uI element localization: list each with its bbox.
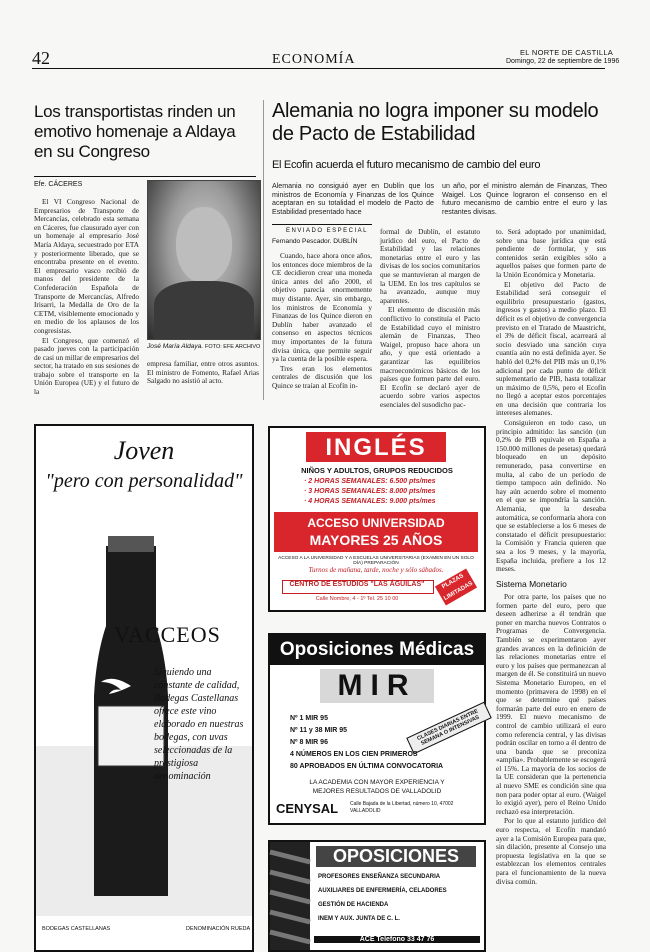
mir-item: 4 NÚMEROS EN LOS CIEN PRIMEROS <box>290 751 418 758</box>
mir-ad <box>268 633 486 825</box>
main-col1-paragraph: Cuando, hace ahora once años, los entonces doce miembros de la CE decidieron crear una moneda única antes del año 2000, el objetivo parecía enormemente muy distante. Ayer, sin embargo, los ministros de Economía y Finanzas de los Quince dieron en Dublín haber avanzado el consenso en aspectos técnicos muy importantes de la futura divisa única, que permite seguir ya la cuenta de la posible espera. <box>272 251 372 364</box>
photo-face <box>176 207 232 283</box>
main-col-1 <box>272 252 372 398</box>
aldaya-photo <box>147 180 261 340</box>
mir-item: Nº 8 MIR 96 <box>290 739 328 746</box>
mir-address: Calle Bajada de la Libertad, número 10, 47002 VALLADOLID <box>350 801 454 814</box>
correspondent-label: ENVIADO ESPECIAL <box>286 228 369 234</box>
main-headline: Alemania no logra imponer su modelo de Pacto de Estabilidad <box>272 100 599 145</box>
main-col1-paragraph: Tres eran los elementos centrales de discusión que los Quince se traían al Ecofín in- <box>272 363 372 390</box>
ingles-banner-line1: ACCESO UNIVERSIDAD <box>307 516 445 530</box>
mir-item: Nº 1 MIR 95 <box>290 715 328 722</box>
wine-footer-left: BODEGAS CASTELLANAS <box>42 926 111 932</box>
photo-shoulders <box>154 281 254 339</box>
bottle-cap <box>108 536 154 552</box>
main-col-3b <box>496 593 606 945</box>
ingles-small-1: ACCESO A LA UNIVERSIDAD Y A ESCUELAS UNIVERSITARIAS (EXAMEN EN UN SOLO DÍA) PREPARACIÓN <box>278 556 474 566</box>
left-body-cont <box>147 360 259 396</box>
photo-caption-text: José María Aldaya. <box>147 343 204 350</box>
ingles-address: Calle Nombre, 4 - 1º Tel. 25 10 00 <box>315 596 399 602</box>
ingles-ad <box>268 426 486 612</box>
ingles-line: · 3 HORAS SEMANALES: 8.000 pts/mes <box>304 488 436 495</box>
left-byline: Efe. CÁCERES <box>34 181 83 188</box>
left-headline: Los transportistas rinden un emotivo homenaje a Aldaya en su Congreso <box>34 102 236 161</box>
lead-part-1: Alemania no consiguió ayer en Dublín que los ministros de Economía y Finanzas de los Quince aceptaran en su totalidad el modelo de Pacto de Estabilidad presentado hace <box>272 182 434 216</box>
newspaper-name: EL NORTE DE CASTILLA <box>520 48 614 57</box>
oposiciones-title: OPOSICIONES <box>316 846 476 867</box>
section-title: ECONOMÍA <box>272 52 356 67</box>
main-lead <box>272 182 607 222</box>
left-paragraph: El VI Congreso Nacional de Empresarios de Transporte de Mercancías, celebrado esta semana en Cáceres, fue clausurado ayer con un homenaje al empresario José María Aldaya, secuestrado por ETA y posteriormente liberado, que se encontraba presente en el evento. El empresario vasco recibió de manos del presidente de la Confederación Española de Transporte de Mercancías, Alfredo Irisarri, la Medalla de Oro de la CETM, visiblemente emocionado y en medio de los aplausos de los congresistas. <box>34 197 139 335</box>
correspondent: Fernando Pescador. DUBLÍN <box>272 238 358 245</box>
photo-credit: FOTO: EFE ARCHIVO <box>205 344 261 350</box>
main-col2-paragraph: formal de Dublín, el estatuto jurídico del euro, el Pacto de Estabilidad y las relaciones monetarias entre el euro y las divisas de los socios comunitarios que se mantuvieran al margen de la UEM. En los tres capítulos se ha avanzado, aunque muy aparentes. <box>380 227 480 305</box>
ingles-footer: CENTRO DE ESTUDIOS "LAS ÁGUILAS" <box>289 581 425 588</box>
mir-tagline-2: MEJORES RESULTADOS DE VALLADOLID <box>312 788 442 795</box>
left-paragraph: El Congreso, que comenzó el pasado jueves con la participación de casi un millar de empresarios del sector, ha tratado en sus sesiones de trabajo sobre el transporte en la Unión Europea (UE) y el futuro de la <box>34 335 139 397</box>
oposiciones-item: AUXILIARES DE ENFERMERÍA, CELADORES <box>318 888 447 894</box>
column-divider <box>263 100 264 400</box>
wine-ad-title-2: "pero con personalidad" <box>45 470 243 492</box>
oposiciones-item: GESTIÓN DE HACIENDA <box>318 902 389 908</box>
left-byline-rule <box>34 176 256 177</box>
main-col-3 <box>496 228 606 573</box>
ingles-title: INGLÉS <box>325 434 427 461</box>
ingles-banner-line2: MAYORES 25 AÑOS <box>309 532 443 548</box>
left-paragraph-cont: empresa familiar, entre otros asuntos. El ministro de Fomento, Rafael Arias Salgado no asistió al acto. <box>147 359 259 386</box>
lead-part-2: un año, por el ministro alemán de Finanzas, Theo Waigel. Los Quince lograron el consenso en el futuro mecanismo de cambio entre el euro y las restantes divisas. <box>442 182 607 216</box>
mir-item: 80 APROBADOS EN ÚLTIMA CONVOCATORIA <box>290 763 444 770</box>
mir-stamp: CLASES DIARIAS ENTRE SEMANA O INTENSIVAS <box>406 702 492 755</box>
header-rule <box>32 68 605 69</box>
oposiciones-item: PROFESORES ENSEÑANZA SECUNDARIA <box>318 874 441 880</box>
mir-big: MIR <box>320 669 434 703</box>
main-col2-paragraph: El elemento de discusión más conflictivo lo constituía el Pacto de Estabilidad cuyo el ministro alemán de Finanzas, Theo Waigel, propuso hace ahora un año, y que está orientado a garantizar las equilibrios macroeconómicos básicos de los países que formen parte del euro. El Ecofín se declaró ayer de acuerdo sobre varios aspectos esenciales del susodicho pac- <box>380 305 480 409</box>
main-col3b-paragraph: Por otra parte, los países que no formen parte del euro, pero que deseen adherirse a él tendrán que poner en marcha nuevos Contratos o Programas de Convergencia. También se experimentaron ayer grandes avances en la definición de las relaciones monetarias entre el euro y los países que permanezcan al margen de él. Se constituirá un nuevo Sistema Monetario Europeo, en el momento (primavera de 1998) en el que se determine qué países formarán parte del euro en enero de 1999. El nuevo mecanismo de control de cambio utilizará el euro como referencia central, y las divisas podrán oscilar en torno a él dentro de una banda que se preconiza «amplia». Probablemente se escogerá el 15%. La mayoría de los socios de la UE consideran que la pertenencia al nuevo SME es condición sine qua non para poder optar al euro. (Waigel lo exigió ayer), pero el Reino Unido rechazó esa interpretación. <box>496 592 606 816</box>
wine-ad-title-1: Joven <box>113 436 175 465</box>
correspondent-rule <box>272 224 372 225</box>
ingles-small-2: Turnos de mañana, tarde, noche y sólo sábados. <box>308 566 444 574</box>
wine-ad <box>34 424 254 952</box>
ingles-stamp: PLAZAS LIMITADAS <box>435 568 477 605</box>
subhead-sistema-monetario: Sistema Monetario <box>496 579 567 589</box>
wine-brand: VACCEOS <box>114 622 221 647</box>
mir-title: Oposiciones Médicas <box>279 639 475 660</box>
left-body <box>34 197 139 397</box>
ingles-line: · 2 HORAS SEMANALES: 6.500 pts/mes <box>304 478 436 485</box>
main-col3b-paragraph: Por lo que al estatuto jurídico del euro respecta, el Ecofín mandató ayer a la Comisión Europea para que, sin dilación, presente al Consejo una propuesta legislativa en la que se establezcan los elementos centrales para el funcionamiento de la nueva divisa común. <box>496 816 606 886</box>
main-col3-paragraph: Consiguieron en todo caso, un principio admitido: las sanción (un 0,2% de PIB equivale en España a 150.000 millones de pesetas) quedará bloqueado en un depósito remunerado, pasa convertirse en multa, al cabo de un período de tiempo tampoco aún definido. No hay aún acuerdo sobre el momento en el que se impondría la sanción. Alemania, que la deseaba automática, se conformaría ahora con que se establecierse a los 6 meses de constatado el déficit presupuestario: la Comisión y Francia quieren que sea a los 9 meses, y la mayoría, España incluida, prefiere a los 12 meses. <box>496 418 606 574</box>
photo-caption <box>147 343 260 350</box>
wine-footer-right: DENOMINACIÓN RUEDA <box>186 926 251 932</box>
mir-tagline-1: LA ACADEMIA CON MAYOR EXPERIENCIA Y <box>309 779 445 786</box>
main-col-2 <box>380 227 480 409</box>
main-col3-paragraph: El objetivo del Pacto de Estabilidad será conseguir el equilibrio presupuestario (gastos, ingresos y gastos) a medio plazo. El déficit es el objetivo de convergencia previsto en el Tratado de Maastricht, el 3% de déficit fiscal, acarreará al socio desviado una sanción cuya cuantía aún no está definida ayer. Se habló del 0,2% del PIB más un 0,1% adicional por cada punto de déficit suplementario de PIB, hasta totalizar un máximo de 0,5%, pero el Ecofín no llegó a aceptar estos porcentajes en una decisión que contraria los intereses alemanes. <box>496 279 606 418</box>
oposiciones-footer: ACE Telefono 33 47 76 <box>314 936 480 943</box>
mir-item: Nº 11 y 38 MIR 95 <box>290 727 348 734</box>
page-number: 42 <box>32 48 50 68</box>
oposiciones-ad <box>268 840 486 952</box>
mir-brand: CENYSAL <box>276 801 339 816</box>
ingles-subtitle: NIÑOS Y ADULTOS, GRUPOS REDUCIDOS <box>301 466 453 475</box>
oposiciones-item: INEM Y AUX. JUNTA DE C. L. <box>318 916 400 922</box>
ingles-line: · 4 HORAS SEMANALES: 9.000 pts/mes <box>304 498 436 505</box>
main-col3-paragraph: to. Será adoptado por unanimidad, sobre una base jurídica que está pendiente de formular, y sus contenidos serán exigibles sólo a aquellos países que formen parte de la Unión Económica y Monetaria. <box>496 227 606 279</box>
oposiciones-tire-graphic <box>270 842 310 950</box>
main-subheadline: El Ecofin acuerda el futuro mecanismo de cambio del euro <box>272 159 541 171</box>
wine-slogan: Siguiendo una constante de calidad, Bodegas Castellanas ofrece este vino elaborado en nuestras bodegas, con uvas seleccionadas de la prestigiosa denominación <box>154 667 244 782</box>
issue-date: Domingo, 22 de septiembre de 1996 <box>506 58 620 65</box>
